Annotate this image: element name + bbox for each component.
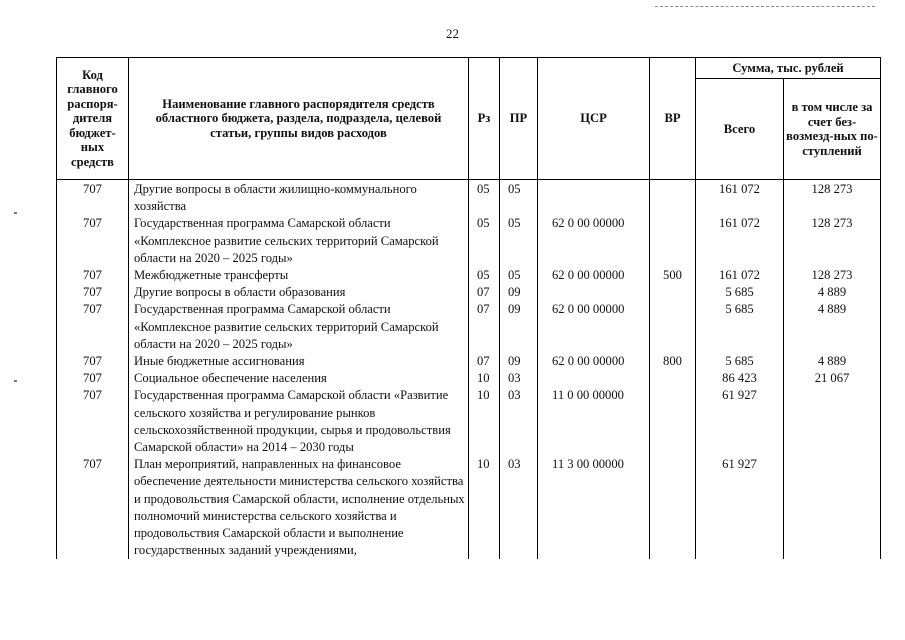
cell-rz: 10 — [469, 370, 500, 387]
cell-rz: 07 — [469, 301, 500, 353]
cell-rz: 05 — [469, 215, 500, 267]
cell-total: 86 423 — [696, 370, 784, 387]
cell-free — [784, 387, 881, 456]
cell-pr: 09 — [500, 301, 538, 353]
cell-pr: 09 — [500, 353, 538, 370]
header-free: в том числе за счет без-возмезд-ных по-ступлений — [784, 79, 881, 180]
header-code: Код главного распоря-дителя бюджет-ных средств — [57, 58, 129, 180]
cell-total: 61 927 — [696, 456, 784, 559]
cell-free: 128 273 — [784, 267, 881, 284]
cell-name: Государственная программа Самарской области «Комплексное развитие сельских территорий Самарской области на 2020 – 2025 годы» — [129, 301, 469, 353]
cell-csr — [538, 284, 650, 301]
budget-table — [56, 57, 881, 559]
cell-csr — [538, 370, 650, 387]
cell-code: 707 — [57, 215, 129, 267]
cell-free: 4 889 — [784, 301, 881, 353]
cell-code: 707 — [57, 456, 129, 559]
cell-csr: 62 0 00 00000 — [538, 353, 650, 370]
cell-pr: 03 — [500, 456, 538, 559]
cell-total: 61 927 — [696, 387, 784, 456]
cell-csr: 11 0 00 00000 — [538, 387, 650, 456]
page-number: 22 — [446, 26, 459, 41]
cell-code: 707 — [57, 301, 129, 353]
table-row — [57, 353, 881, 370]
cell-total: 161 072 — [696, 215, 784, 267]
cell-free — [784, 456, 881, 559]
cell-name: Социальное обеспечение населения — [129, 370, 469, 387]
cell-code: 707 — [57, 267, 129, 284]
header-csr: ЦСР — [538, 58, 650, 180]
cell-total: 161 072 — [696, 180, 784, 216]
header-rz: Рз — [469, 58, 500, 180]
cell-free: 4 889 — [784, 353, 881, 370]
cell-pr: 05 — [500, 180, 538, 216]
scan-speck — [14, 212, 17, 214]
table-row — [57, 180, 881, 216]
cell-name: Другие вопросы в области образования — [129, 284, 469, 301]
cell-vr — [650, 456, 696, 559]
cell-name: Государственная программа Самарской области «Развитие сельского хозяйства и регулирование рынков сельскохозяйственной продукции, сырья и продовольствия Самарской области» на 2014 – 2030 годы — [129, 387, 469, 456]
cell-csr: 62 0 00 00000 — [538, 267, 650, 284]
cell-vr — [650, 387, 696, 456]
cell-free: 21 067 — [784, 370, 881, 387]
cell-free: 128 273 — [784, 215, 881, 267]
cell-rz: 07 — [469, 353, 500, 370]
scan-speck — [14, 380, 17, 382]
cell-rz: 05 — [469, 267, 500, 284]
cell-pr: 05 — [500, 215, 538, 267]
cell-vr — [650, 301, 696, 353]
table-header-row — [57, 58, 881, 79]
table-row — [57, 301, 881, 353]
table-row — [57, 215, 881, 267]
cell-code: 707 — [57, 387, 129, 456]
header-total: Всего — [696, 79, 784, 180]
cell-name: Межбюджетные трансферты — [129, 267, 469, 284]
cell-csr: 62 0 00 00000 — [538, 215, 650, 267]
cell-csr — [538, 180, 650, 216]
cell-code: 707 — [57, 180, 129, 216]
cell-rz: 10 — [469, 456, 500, 559]
cell-vr — [650, 215, 696, 267]
cell-rz: 10 — [469, 387, 500, 456]
cell-free: 4 889 — [784, 284, 881, 301]
table-row — [57, 456, 881, 559]
cell-name: Другие вопросы в области жилищно-коммунального хозяйства — [129, 180, 469, 216]
cell-total: 5 685 — [696, 284, 784, 301]
cell-vr: 800 — [650, 353, 696, 370]
header-pr: ПР — [500, 58, 538, 180]
cell-name: План мероприятий, направленных на финансовое обеспечение деятельности министерства сельского хозяйства и продовольствия Самарской области, исполнение отдельных полномочий министерства сельского хозяйства и продовольствия Самарской области и выполнение государственных заданий учреждениями, — [129, 456, 469, 559]
cell-code: 707 — [57, 284, 129, 301]
cell-name: Государственная программа Самарской области «Комплексное развитие сельских территорий Самарской области на 2020 – 2025 годы» — [129, 215, 469, 267]
scan-edge-line — [655, 6, 875, 7]
header-vr: ВР — [650, 58, 696, 180]
cell-code: 707 — [57, 370, 129, 387]
cell-free: 128 273 — [784, 180, 881, 216]
cell-vr — [650, 284, 696, 301]
table-row — [57, 370, 881, 387]
cell-vr: 500 — [650, 267, 696, 284]
table-row — [57, 387, 881, 456]
cell-rz: 07 — [469, 284, 500, 301]
cell-vr — [650, 180, 696, 216]
cell-csr: 11 3 00 00000 — [538, 456, 650, 559]
table-row — [57, 267, 881, 284]
cell-csr: 62 0 00 00000 — [538, 301, 650, 353]
cell-pr: 03 — [500, 387, 538, 456]
cell-name: Иные бюджетные ассигнования — [129, 353, 469, 370]
cell-pr: 05 — [500, 267, 538, 284]
cell-rz: 05 — [469, 180, 500, 216]
cell-total: 161 072 — [696, 267, 784, 284]
table-body — [57, 180, 881, 560]
header-sum-group: Сумма, тыс. рублей — [696, 58, 881, 79]
table-row — [57, 284, 881, 301]
header-name: Наименование главного распорядителя средств областного бюджета, раздела, подраздела, целевой статьи, группы видов расходов — [129, 58, 469, 180]
cell-pr: 09 — [500, 284, 538, 301]
cell-code: 707 — [57, 353, 129, 370]
cell-pr: 03 — [500, 370, 538, 387]
cell-total: 5 685 — [696, 301, 784, 353]
cell-total: 5 685 — [696, 353, 784, 370]
cell-vr — [650, 370, 696, 387]
